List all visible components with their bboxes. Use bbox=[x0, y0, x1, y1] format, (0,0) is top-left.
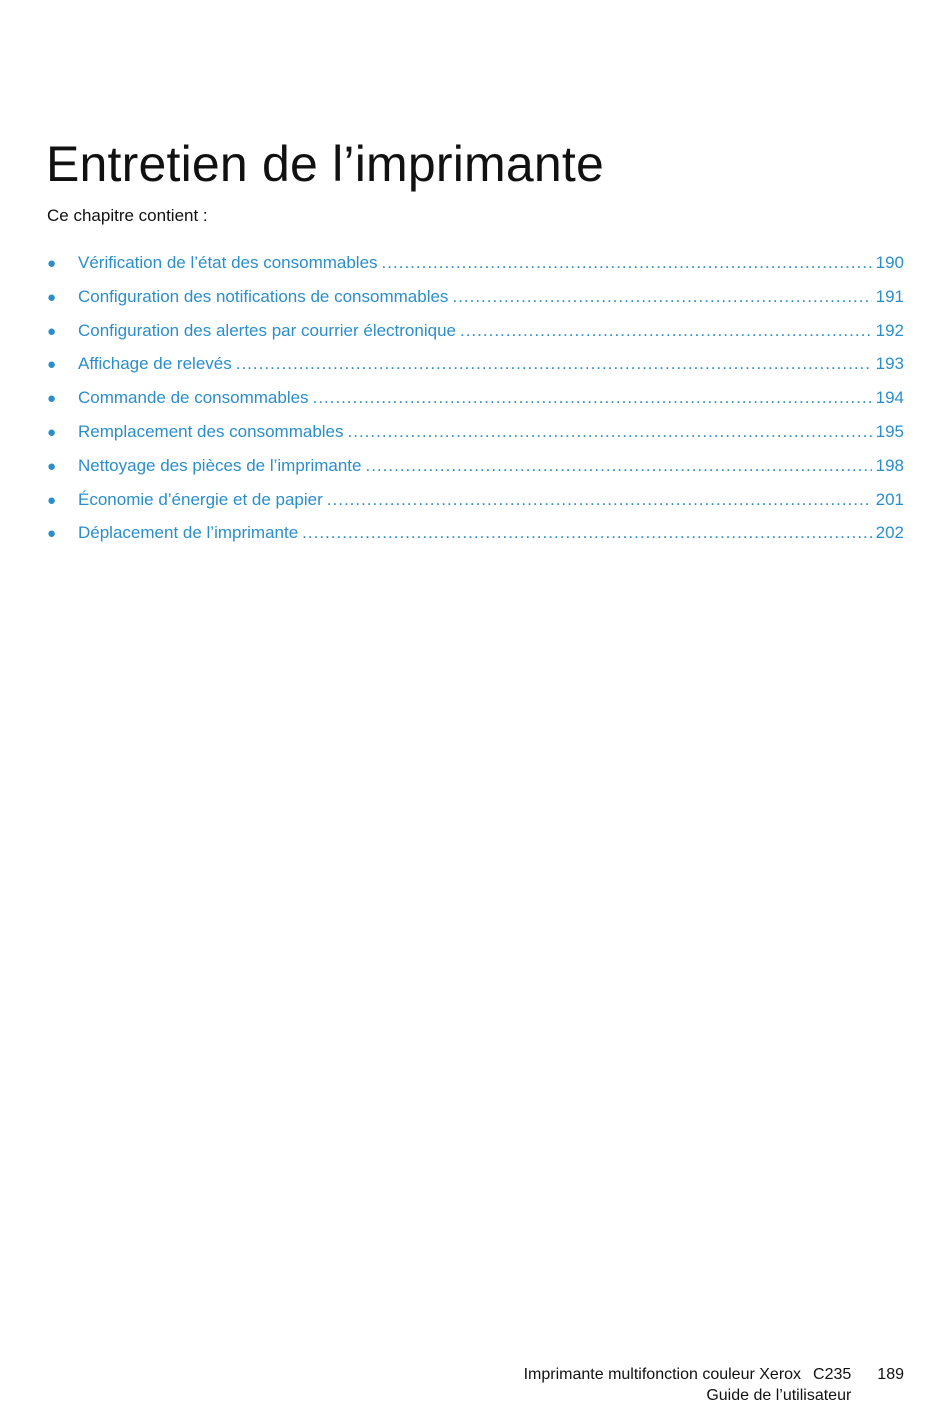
bullet-icon: ● bbox=[47, 255, 57, 272]
dot-leader bbox=[302, 521, 871, 545]
footer-product-line bbox=[524, 1364, 852, 1385]
toc-item-page: 192 bbox=[875, 320, 904, 340]
toc-item-page: 198 bbox=[875, 455, 904, 475]
dot-leader bbox=[382, 251, 872, 275]
toc-item-nettoyage-pieces[interactable] bbox=[47, 454, 904, 488]
toc-item-notifications-consommables[interactable] bbox=[47, 285, 904, 319]
footer-guide: Guide de l’utilisateur bbox=[706, 1387, 852, 1404]
bullet-icon: ● bbox=[47, 491, 57, 509]
footer-text bbox=[524, 1364, 852, 1406]
bullet-icon: ● bbox=[47, 457, 57, 475]
toc-item-label: Configuration des alertes par courrier électronique bbox=[78, 320, 456, 340]
dot-leader bbox=[313, 386, 872, 410]
toc-item-page: 194 bbox=[875, 388, 904, 408]
toc-item-label: Vérification de l’état des consommables bbox=[78, 253, 378, 272]
dot-leader bbox=[348, 420, 872, 444]
chapter-toc bbox=[47, 251, 904, 555]
dot-leader bbox=[327, 488, 872, 512]
toc-item-remplacement-consommables[interactable] bbox=[47, 420, 904, 454]
toc-item-label: Commande de consommables bbox=[78, 388, 309, 408]
dot-leader bbox=[236, 352, 872, 376]
toc-item-label: Remplacement des consommables bbox=[78, 421, 344, 441]
toc-item-label: Nettoyage des pièces de l’imprimante bbox=[78, 455, 362, 475]
toc-item-page: 193 bbox=[875, 354, 904, 374]
bullet-icon: ● bbox=[47, 322, 57, 340]
toc-item-page: 190 bbox=[875, 253, 904, 272]
bullet-icon: ● bbox=[47, 356, 57, 374]
footer-page-number: 189 bbox=[877, 1366, 904, 1383]
toc-item-page: 191 bbox=[875, 286, 904, 306]
toc-item-label: Déplacement de l’imprimante bbox=[78, 523, 299, 543]
toc-item-affichage-releves[interactable] bbox=[47, 352, 904, 386]
toc-item-commande-consommables[interactable] bbox=[47, 386, 904, 420]
dot-leader bbox=[460, 319, 872, 343]
bullet-icon: ● bbox=[47, 390, 57, 408]
toc-item-economie-energie[interactable] bbox=[47, 488, 904, 522]
toc-item-page: 201 bbox=[875, 489, 904, 509]
toc-item-page: 195 bbox=[875, 421, 904, 441]
toc-item-deplacement-imprimante[interactable] bbox=[47, 521, 904, 555]
toc-item-alertes-courrier[interactable] bbox=[47, 319, 904, 353]
dot-leader bbox=[452, 285, 871, 309]
bullet-icon: ● bbox=[47, 525, 57, 543]
page-footer bbox=[524, 1364, 904, 1406]
toc-item-label: Configuration des notifications de consommables bbox=[78, 286, 449, 306]
toc-item-page: 202 bbox=[875, 523, 904, 543]
dot-leader bbox=[365, 454, 871, 478]
bullet-icon: ● bbox=[47, 423, 57, 441]
toc-item-label: Économie d’énergie et de papier bbox=[78, 489, 323, 509]
toc-item-label: Affichage de relevés bbox=[78, 354, 232, 374]
footer-model: C235 bbox=[813, 1366, 852, 1383]
chapter-intro: Ce chapitre contient : bbox=[47, 206, 208, 225]
bullet-icon: ● bbox=[47, 288, 57, 306]
footer-product: Imprimante multifonction couleur Xerox bbox=[523, 1366, 802, 1383]
toc-item-verification-consommables[interactable] bbox=[47, 251, 904, 285]
page-title: Entretien de l’imprimante bbox=[46, 136, 605, 192]
